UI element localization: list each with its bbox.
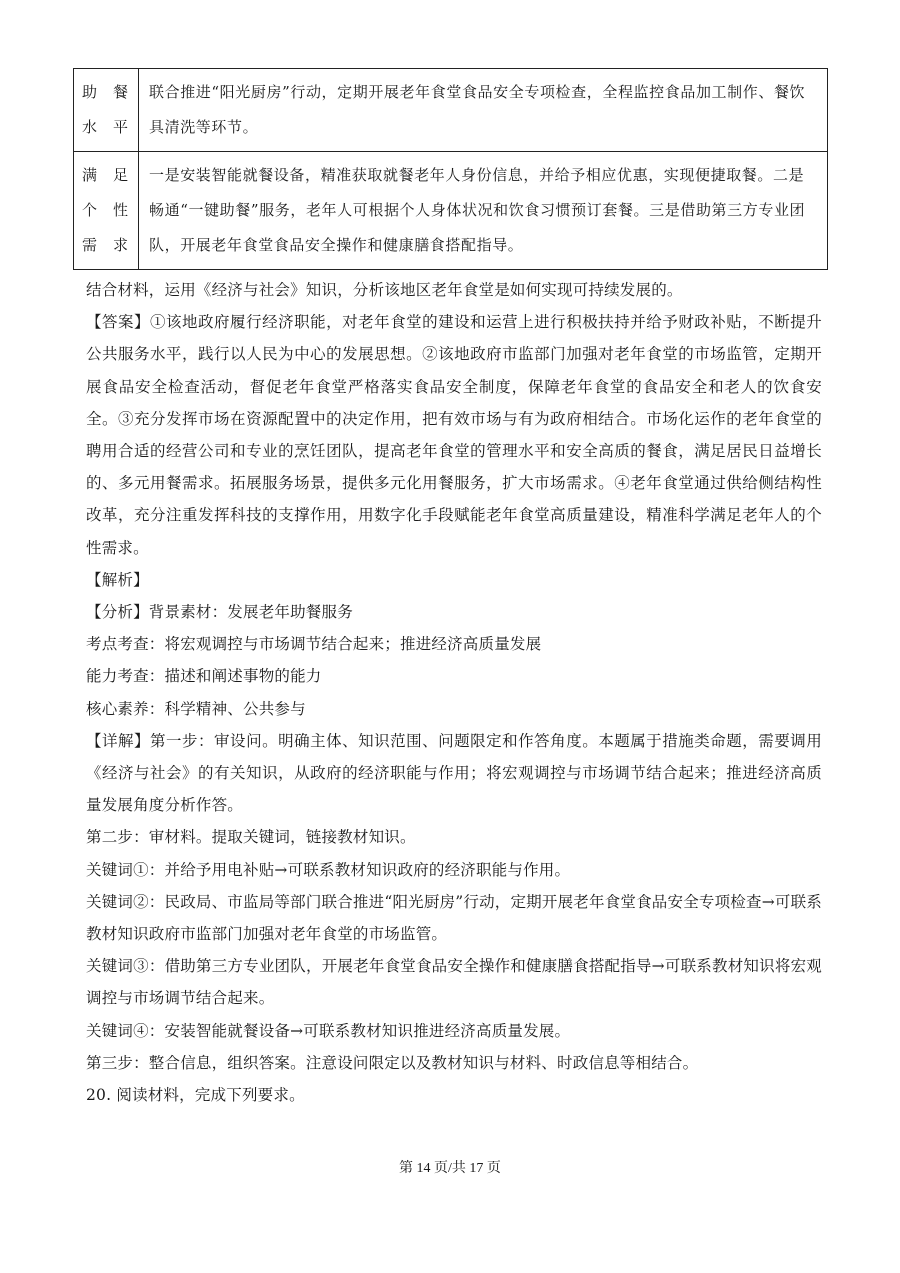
analysis-points: 考点考查：将宏观调控与市场调节结合起来；推进经济高质量发展 [86, 635, 542, 654]
next-question: 20. 阅读材料，完成下列要求。 [86, 1086, 305, 1105]
body-text [86, 274, 822, 1111]
answer-text: 【答案】①该地政府履行经济职能，对老年食堂的建设和运营上进行积极扶持并给予财政补贴，不断提升公共服务水平，践行以人民为中心的发展思想。②该地政府市监部门加强对老年食堂的市场监管，定期开展食品安全检查活动，督促老年食堂严格落实食品安全制度，保障老年食堂的食品安全和老人的饮食安全。③充分发挥市场在资源配置中的决定作用，把有效市场与有为政府相结合。市场化运作的老年食堂的聘用合适的经营公司和专业的烹饪团队，提高老年食堂的管理水平和安全高质的餐食，满足居民日益增长的、多元用餐需求。拓展服务场景，提供多元化用餐服务，扩大市场需求。④老年食堂通过供给侧结构性改革，充分注重发挥科技的支撑作用，用数字化手段赋能老年食堂高质量建设，精准科学满足老年人的个性需求。 [86, 313, 822, 557]
material-table [73, 68, 828, 270]
detail-step2: 第二步：审材料。提取关键词，链接教材知识。 [86, 828, 416, 847]
row-content-dining-level: 联合推进“阳光厨房”行动，定期开展老年食堂食品安全专项检查，全程监控食品加工制作、餐饮具清洗等环节。 [139, 69, 828, 152]
row-label-personal-needs: 满足个性需求 [74, 152, 139, 270]
detail-keyword-3: 关键词③：借助第三方专业团队，开展老年食堂食品安全操作和健康膳食搭配指导→可联系教材知识将宏观调控与市场调节结合起来。 [86, 957, 822, 1008]
detail-step1: 【详解】第一步：审设问。明确主体、知识范围、问题限定和作答角度。本题属于措施类命题，需要调用《经济与社会》的有关知识，从政府的经济职能与作用；将宏观调控与市场调节结合起来；推进经济高质量发展角度分析作答。 [86, 731, 822, 815]
row-label-dining-level: 助餐水平 [74, 69, 139, 152]
page-footer: 第 14 页/共 17 页 [399, 1161, 501, 1176]
analysis-background: 【分析】背景素材：发展老年助餐服务 [86, 603, 353, 622]
table-row [74, 152, 828, 270]
detail-keyword-2: 关键词②：民政局、市监局等部门联合推进“阳光厨房”行动，定期开展老年食堂食品安全专项检查→可联系教材知识政府市监部门加强对老年食堂的市场监管。 [86, 892, 822, 944]
detail-step3: 第三步：整合信息，组织答案。注意设问限定以及教材知识与材料、时政信息等相结合。 [86, 1053, 699, 1072]
analysis-ability: 能力考查：描述和阐述事物的能力 [86, 667, 322, 686]
detail-keyword-4: 关键词④：安装智能就餐设备→可联系教材知识推进经济高质量发展。 [86, 1021, 571, 1040]
question-text: 结合材料，运用《经济与社会》知识，分析该地区老年食堂是如何实现可持续发展的。 [86, 281, 683, 299]
row-content-personal-needs: 一是安装智能就餐设备，精准获取就餐老年人身份信息，并给予相应优惠，实现便捷取餐。二是畅通“一键助餐”服务，老年人可根据个人身体状况和饮食习惯预订套餐。三是借助第三方专业团队，开展老年食堂食品安全操作和健康膳食搭配指导。 [139, 152, 828, 270]
detail-keyword-1: 关键词①：并给予用电补贴→可联系教材知识政府的经济职能与作用。 [86, 860, 571, 879]
table-row [74, 69, 828, 152]
analysis-literacy: 核心素养：科学精神、公共参与 [86, 699, 306, 718]
analysis-header: 【解析】 [86, 570, 149, 589]
